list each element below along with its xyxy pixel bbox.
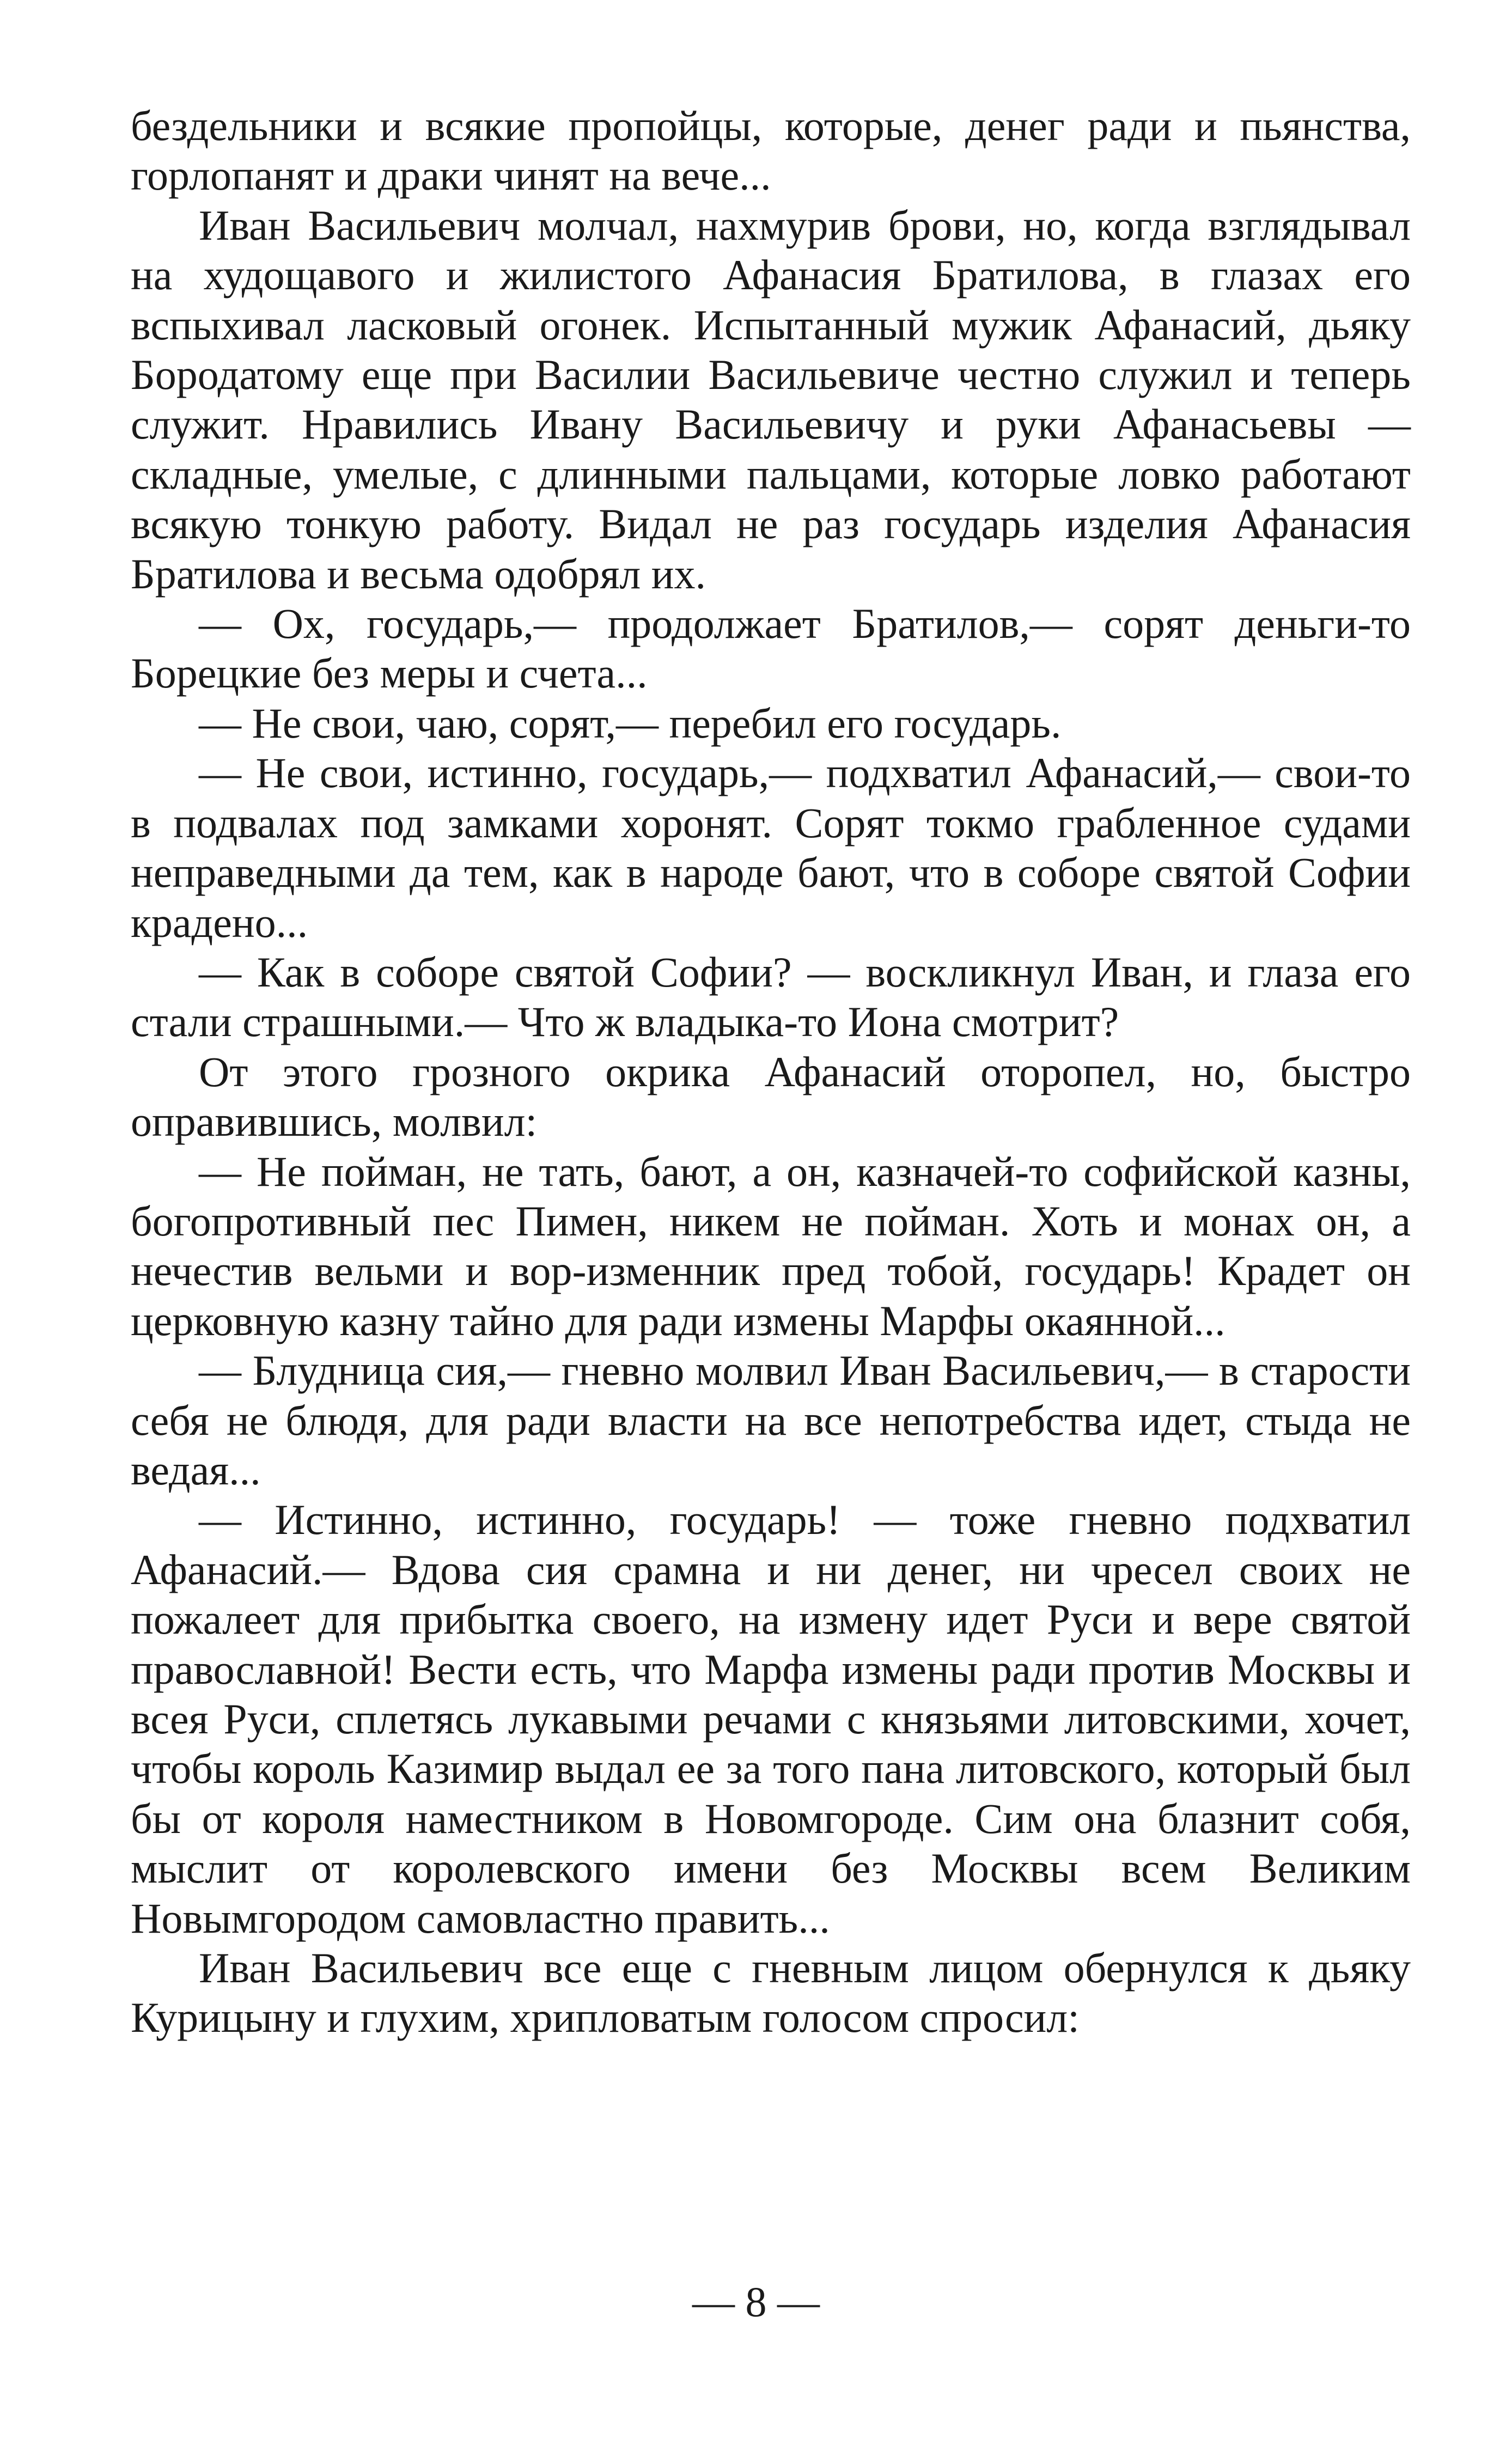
page-number: — 8 — xyxy=(692,2278,820,2325)
paragraph-8: — Не пойман, не тать, бают, а он, казначей-то софийской казны, богопротивный пес Пимен, никем не пойман. Хоть и монах он, а нечестив вельми и вор-изменник пред тобой, государь! Крадет он церковную казну тайно для ради измены Марфы окаянной... xyxy=(131,1147,1411,1344)
paragraph-6: — Как в соборе святой Софии? — воскликнул Иван, и глаза его стали страшными.— Что ж владыка-то Иона смотрит? xyxy=(131,948,1411,1046)
paragraph-10: — Истинно, истинно, государь! — тоже гневно подхватил Афанасий.— Вдова сия срамна и ни денег, ни чресел своих не пожалеет для прибытка своего, на измену идет Руси и вере святой православной! Вести есть, что Марфа измены ради против Москвы и всея Руси, сплетясь лукавыми речами с князьями литовскими, хочет, чтобы король Казимир выдал ее за того пана литовского, который был бы от короля наместником в Новомгороде. Сим она блазнит собя, мыслит от королевского имени без Москвы всем Великим Новымгородом самовластно править... xyxy=(131,1496,1411,1942)
paragraph-7: От этого грозного окрика Афанасий оторопел, но, быстро оправившись, молвил: xyxy=(131,1048,1411,1146)
paragraph-11: Иван Васильевич все еще с гневным лицом обернулся к дьяку Курицыну и глухим, хрипловатым голосом спросил: xyxy=(131,1944,1411,2042)
paragraph-4: — Не свои, чаю, сорят,— перебил его государь. xyxy=(199,699,1062,747)
paragraph-2: Иван Васильевич молчал, нахмурив брови, но, когда взглядывал на худощавого и жилистого Афанасия Братилова, в глазах его вспыхивал ласковый огонек. Испытанный мужик Афанасий, дьяку Бородатому еще при Василии Васильевиче честно служил и теперь служит. Нравились Ивану Васильевичу и руки Афанасьевы — складные, умелые, с длинными пальцами, которые ловко работают всякую тонкую работу. Видал не раз государь изделия Афанасия Братилова и весьма одобрял их. xyxy=(131,201,1411,598)
paragraph-9: — Блудница сия,— гневно молвил Иван Васильевич,— в старости себя не блюдя, для ради власти на все непотребства идет, стыда не ведая... xyxy=(131,1347,1411,1494)
paragraph-5: — Не свои, истинно, государь,— подхватил Афанасий,— свои-то в подвалах под замками хоронят. Сорят токмо грабленное судами неправедными да тем, как в народе бают, что в соборе святой Софии крадено... xyxy=(131,749,1411,946)
page-body xyxy=(131,101,1411,2043)
paragraph-3: — Ох, государь,— продолжает Братилов,— сорят деньги-то Борецкие без меры и счета... xyxy=(131,600,1411,697)
paragraph-1: бездельники и всякие пропойцы, которые, денег ради и пьянства, горлопанят и драки чинят на вече... xyxy=(131,102,1411,199)
